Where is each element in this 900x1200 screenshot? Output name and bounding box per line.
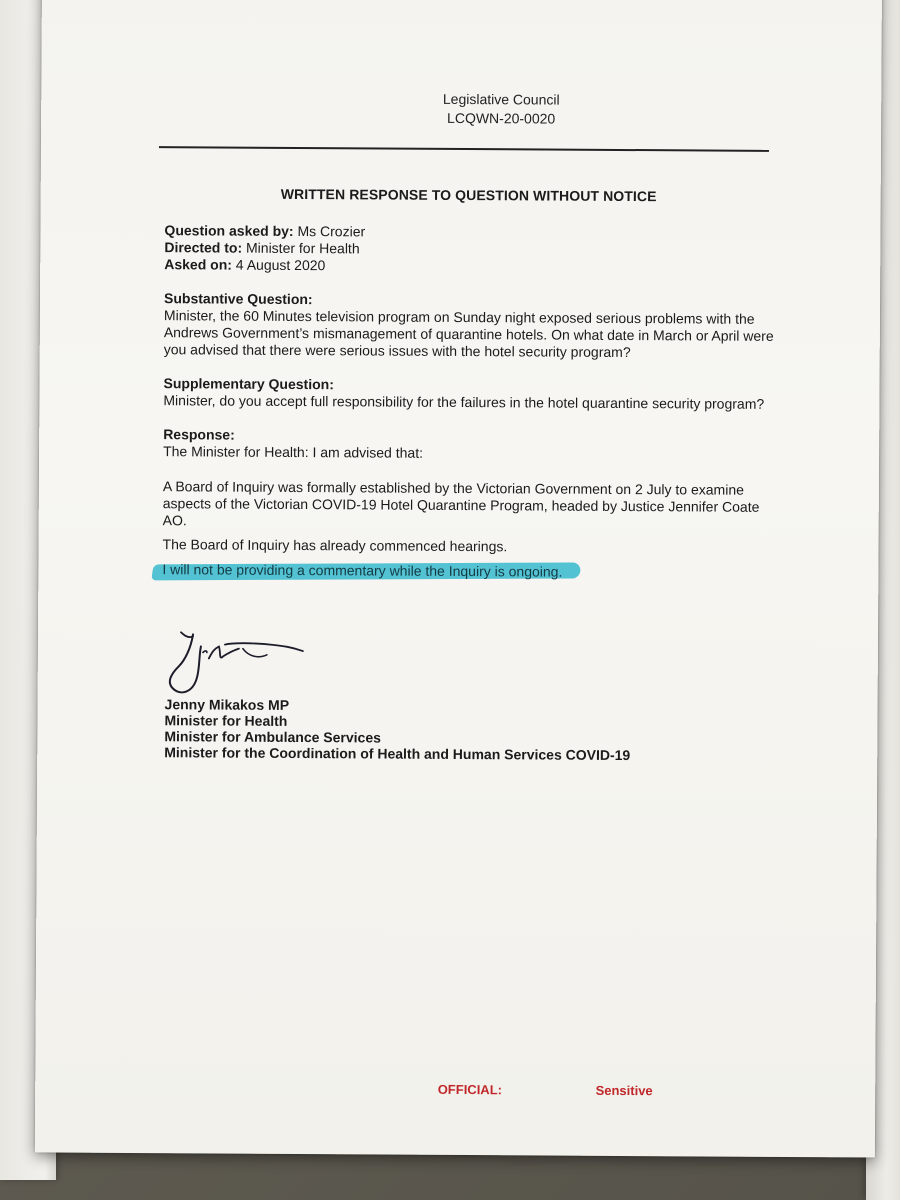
supplementary-question-section [163,375,773,413]
document-header [41,87,881,130]
asked-by-label: Question asked by: [164,222,294,239]
substantive-question-text: Minister, the 60 Minutes television program on Sunday night exposed serious problems with the Andrews Government’s mismanagement of quarantine hotels. On what date in March or April were you advised that there were serious issues with the hotel security program? [163,307,774,361]
signatory-role-ambulance: Minister for Ambulance Services [164,728,381,746]
signatory-role-coordination: Minister for the Coordination of Health and Human Services COVID-19 [164,744,631,764]
response-paragraph-hearings: The Board of Inquiry has already commenced hearings. [162,536,508,555]
classification-text [348,1081,653,1098]
asked-on-value: 4 August 2020 [235,256,326,274]
asked-on-row [164,256,774,277]
handwritten-signature [163,626,323,707]
reference-number: LCQWN-20-0020 [447,109,556,127]
document-page [35,0,882,1158]
header-divider [159,146,769,152]
response-intro: The Minister for Health: I am advised that: [163,443,424,461]
document-title: WRITTEN RESPONSE TO QUESTION WITHOUT NOTICE [280,185,657,205]
substantive-question-heading: Substantive Question: [164,290,313,308]
response-section [162,426,773,582]
signatory-role-health: Minister for Health [164,712,288,729]
signatory-name: Jenny Mikakos MP [164,696,290,713]
substantive-question-section [164,290,774,362]
response-paragraph-inquiry: A Board of Inquiry was formally established by the Victorian Government on 2 July to examine aspects of the Victorian COVID-19 Hotel Quarantine Program, headed by Justice Jennifer Coate AO. [162,478,760,529]
asked-on-label: Asked on: [164,256,232,273]
security-classification [35,1079,875,1099]
highlighted-statement [154,561,570,581]
highlighted-statement-text: I will not be providing a commentary while the Inquiry is ongoing. [162,561,563,580]
directed-to-value: Minister for Health [245,239,360,257]
classification-label: OFFICIAL: [437,1081,503,1098]
asked-by-value: Ms Crozier [297,223,366,240]
supplementary-question-heading: Supplementary Question: [163,375,334,393]
supplementary-question-text: Minister, do you accept full responsibility for the failures in the hotel quarantine security program? [163,392,765,412]
chamber-name: Legislative Council [442,90,560,108]
directed-to-label: Directed to: [164,239,243,256]
classification-value: Sensitive [595,1082,653,1099]
signature-block [164,696,630,763]
response-heading: Response: [163,426,235,443]
document-body [162,222,774,582]
